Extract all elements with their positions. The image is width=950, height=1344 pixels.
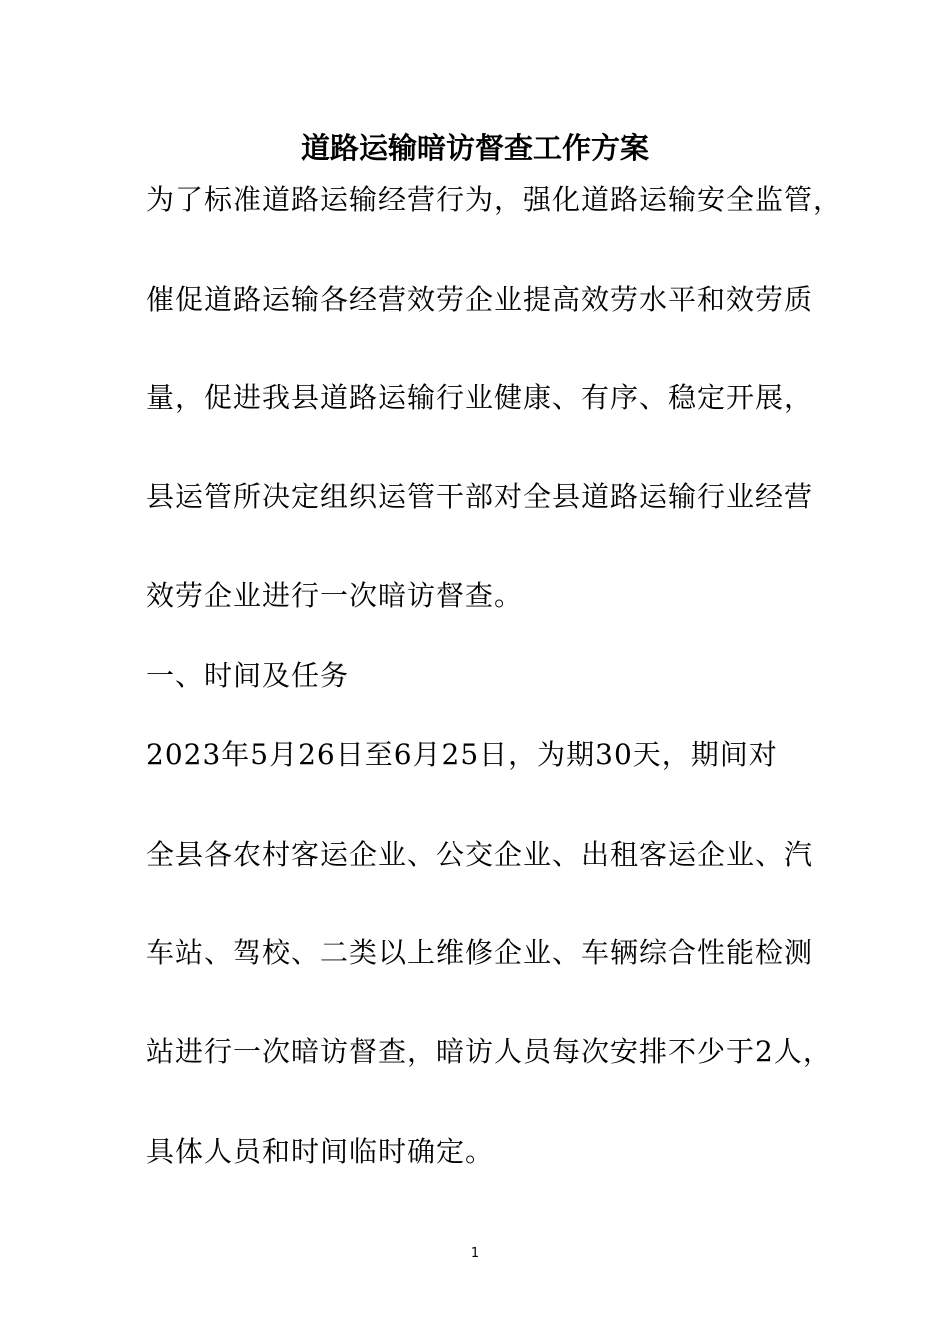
document-title: 道路运输暗访督查工作方案: [300, 131, 649, 165]
body-line-1: 为了标准道路运输经营行为，强化道路运输安全监管，: [146, 183, 843, 216]
body-line-6: 2023年5月26日至6月25日，为期30天，期间对: [146, 738, 778, 771]
body-line-2: 催促道路运输各经营效劳企业提高效劳水平和效劳质: [146, 283, 814, 316]
body-line-5: 效劳企业进行一次暗访督查。: [146, 579, 524, 612]
body-line-4: 县运管所决定组织运管干部对全县道路运输行业经营: [146, 480, 814, 513]
body-line-10: 具体人员和时间临时确定。: [146, 1135, 495, 1168]
body-line-9: 站进行一次暗访督查，暗访人员每次安排不少于2人，: [146, 1035, 832, 1068]
section-heading-1: 一、时间及任务: [146, 659, 350, 692]
body-line-3: 量，促进我县道路运输行业健康、有序、稳定开展，: [146, 381, 814, 414]
body-line-7: 全县各农村客运企业、公交企业、出租客运企业、汽: [146, 838, 814, 871]
body-line-8: 车站、驾校、二类以上维修企业、车辆综合性能检测: [146, 936, 814, 969]
page-number: 1: [470, 1246, 480, 1261]
